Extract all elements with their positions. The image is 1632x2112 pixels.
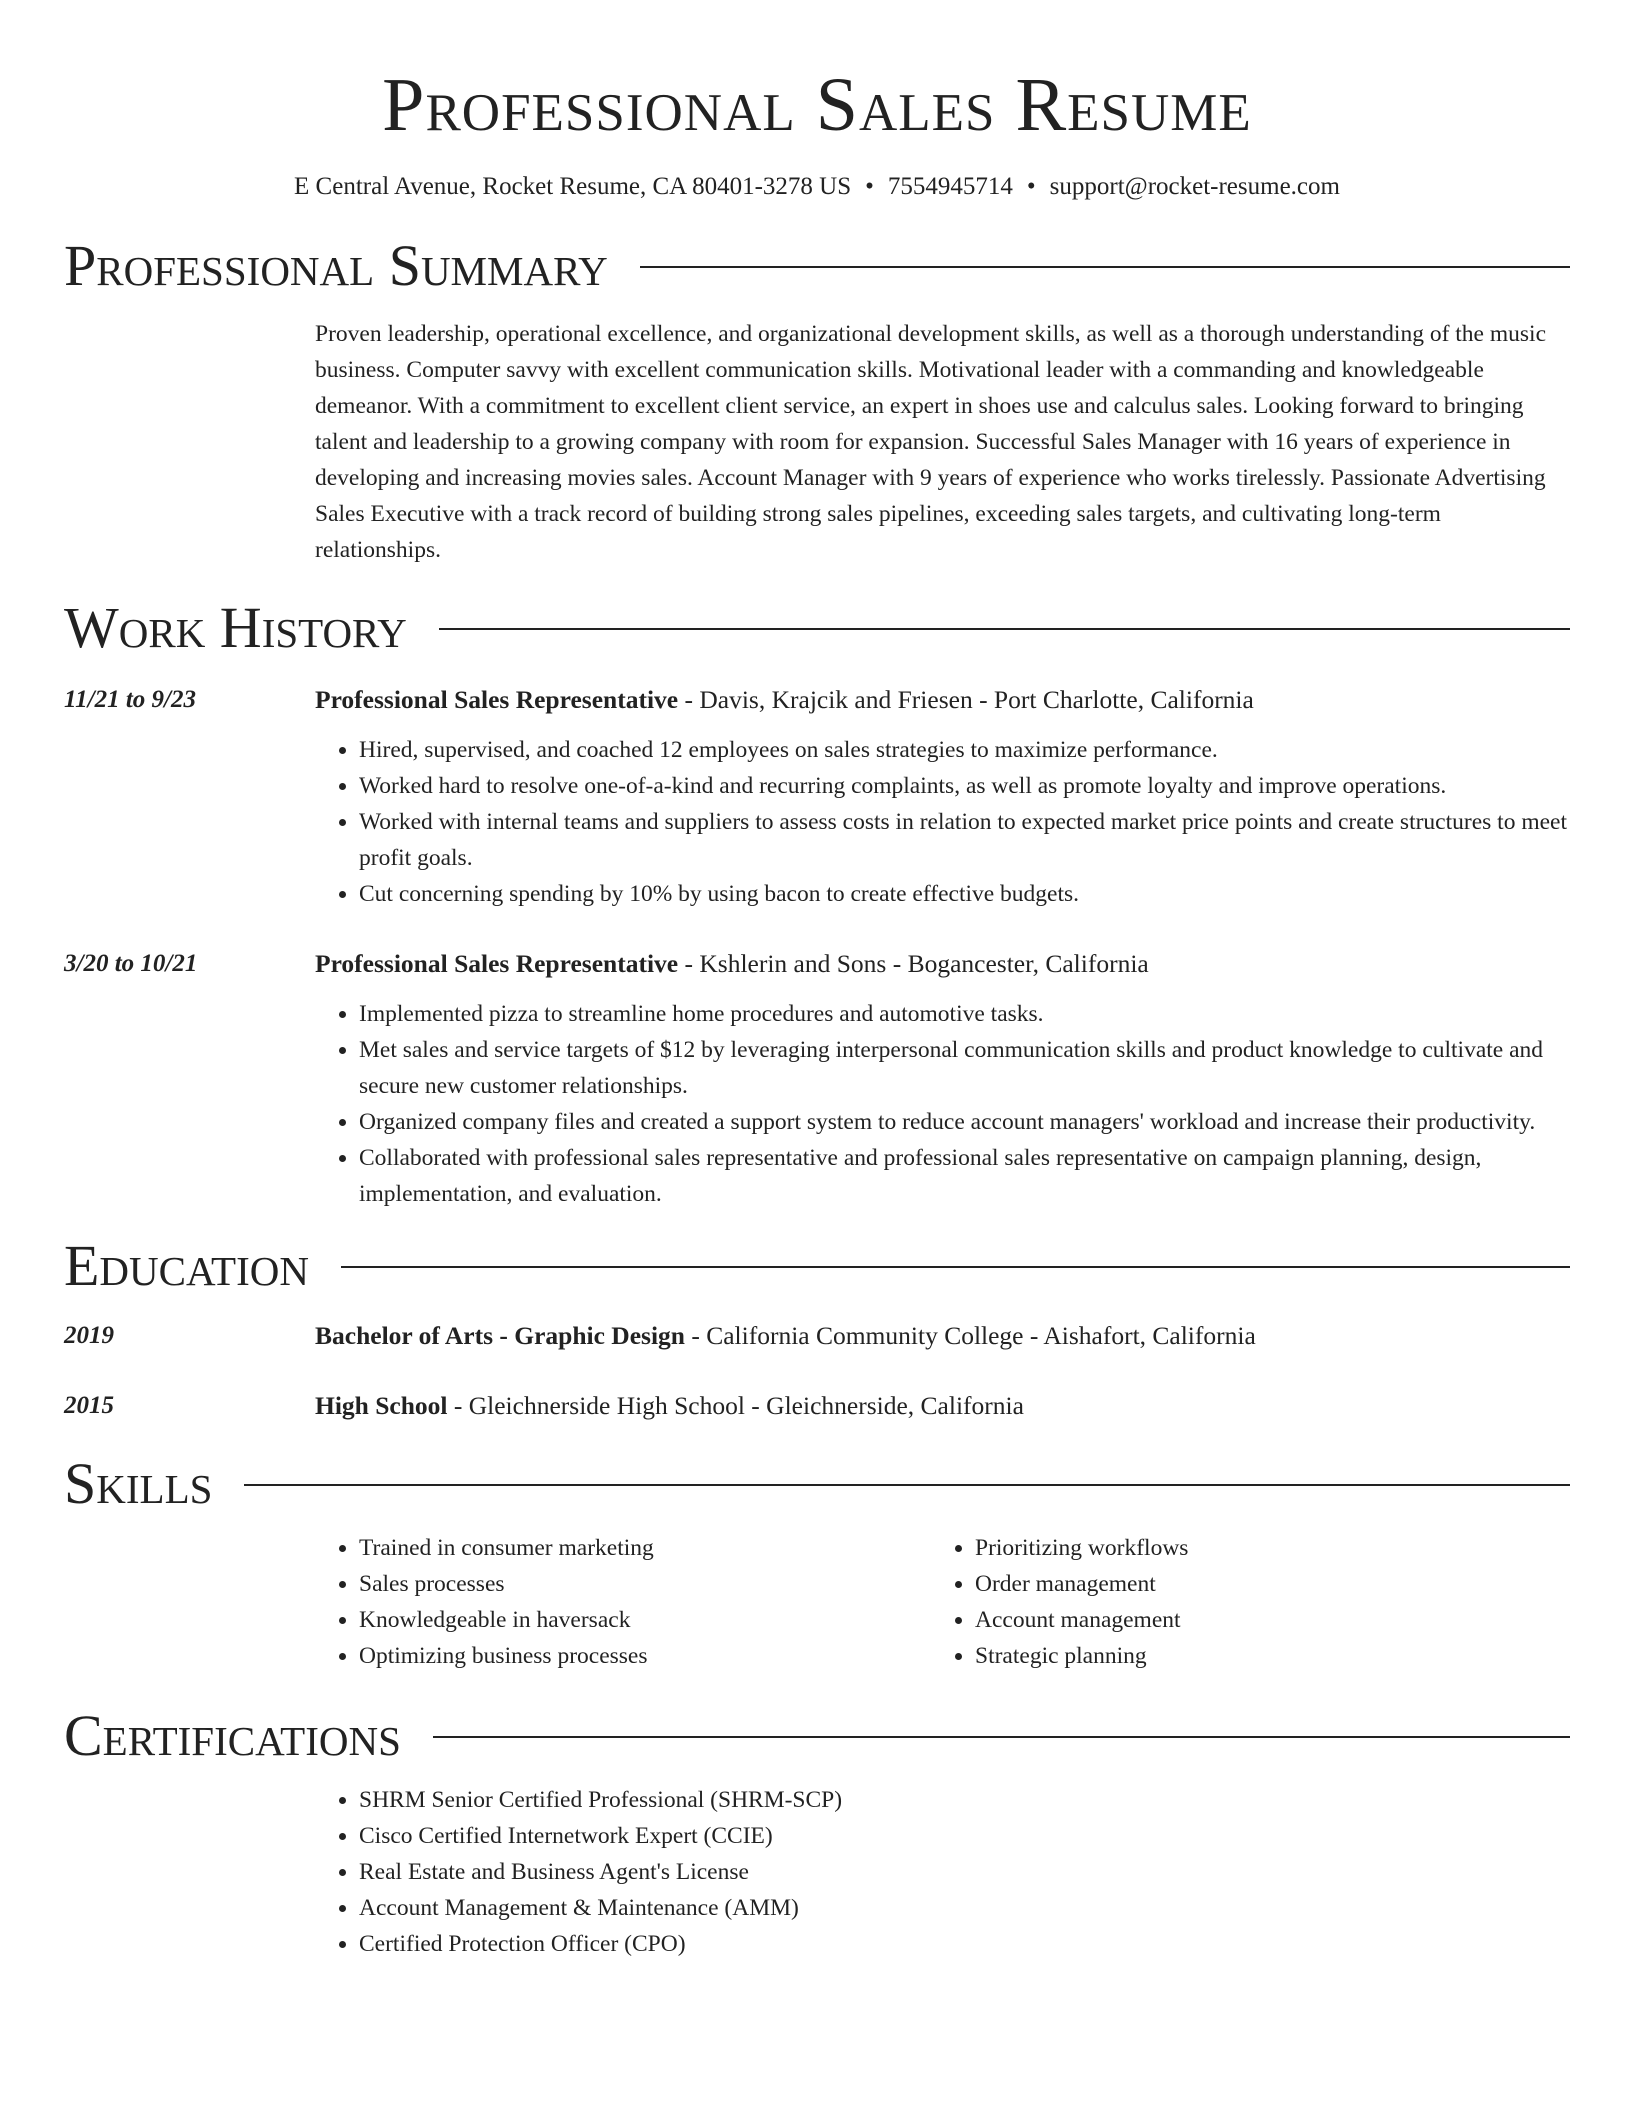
job-bullet: • Cut concerning spending by 10% by using bacon to create effective budgets. — [359, 876, 1570, 912]
skills-heading: Skills — [64, 1451, 213, 1516]
skill-item: • Knowledgeable in haversack — [359, 1602, 931, 1638]
education-year: 2019 — [64, 1322, 114, 1349]
job-dates: 3/20 to 10/21 — [64, 950, 198, 977]
job-bullet: • Implemented pizza to streamline home procedures and automotive tasks. — [359, 996, 1570, 1032]
skills-section-header — [64, 1452, 1570, 1516]
education-details: - California Community College - Aishafort, California — [684, 1321, 1256, 1350]
certifications-section-header — [64, 1704, 1570, 1768]
contact-address: E Central Avenue, Rocket Resume, CA 80401-3278 US — [294, 173, 852, 200]
skill-item: • Strategic planning — [975, 1638, 1547, 1674]
certifications-list — [315, 1782, 1570, 1962]
section-divider — [640, 266, 1570, 268]
education-degree: Bachelor of Arts - Graphic Design — [315, 1321, 685, 1350]
education-year: 2015 — [64, 1392, 114, 1419]
skills-grid — [315, 1530, 1570, 1674]
education-section-header — [64, 1234, 1570, 1298]
education-entry — [64, 1316, 1570, 1356]
certification-item: • Real Estate and Business Agent's License — [359, 1854, 1570, 1890]
section-divider — [244, 1484, 1570, 1486]
skill-item: • Prioritizing workflows — [975, 1530, 1547, 1566]
summary-section-header — [64, 234, 1570, 298]
education-heading: Education — [64, 1233, 309, 1298]
job-dates: 11/21 to 9/23 — [64, 686, 196, 713]
job-entry — [64, 680, 1570, 912]
job-bullet: • Hired, supervised, and coached 12 employees on sales strategies to maximize performance. — [359, 732, 1570, 768]
section-divider — [439, 628, 1570, 630]
job-body — [315, 944, 1570, 1212]
resume-name: Professional Sales Resume — [382, 63, 1252, 147]
certification-item: • Certified Protection Officer (CPO) — [359, 1926, 1570, 1962]
contact-phone: 7554945714 — [887, 173, 1013, 200]
skills-column-left — [315, 1530, 931, 1674]
section-divider — [341, 1266, 1570, 1268]
skill-item: • Trained in consumer marketing — [359, 1530, 931, 1566]
skills-column-right — [931, 1530, 1547, 1674]
education-line — [315, 1386, 1570, 1426]
job-details: - Kshlerin and Sons - Bogancester, California — [678, 949, 1149, 978]
job-bullet: • Met sales and service targets of $12 by leveraging interpersonal communication skills and product knowledge to cultivate and secure new customer relationships. — [359, 1032, 1570, 1104]
education-details: - Gleichnerside High School - Gleichnerside, California — [447, 1391, 1024, 1420]
job-bullet: • Collaborated with professional sales representative and professional sales representative on campaign planning, design, implementation, and evaluation. — [359, 1140, 1570, 1212]
contact-line — [64, 170, 1570, 204]
education-entry — [64, 1386, 1570, 1426]
job-title-line — [315, 680, 1570, 720]
summary-heading: Professional Summary — [64, 233, 608, 298]
job-title: Professional Sales Representative — [315, 685, 679, 714]
contact-email: support@rocket-resume.com — [1049, 173, 1340, 200]
education-line — [315, 1316, 1570, 1356]
certification-item: • Account Management & Maintenance (AMM) — [359, 1890, 1570, 1926]
skill-item: • Optimizing business processes — [359, 1638, 931, 1674]
job-bullet: • Worked with internal teams and suppliers to assess costs in relation to expected market price points and create structures to meet profit goals. — [359, 804, 1570, 876]
certification-item: • SHRM Senior Certified Professional (SHRM-SCP) — [359, 1782, 1570, 1818]
education-degree: High School — [315, 1391, 448, 1420]
certifications-heading: Certifications — [64, 1703, 401, 1768]
skill-item: • Account management — [975, 1602, 1547, 1638]
job-bullets — [315, 732, 1570, 912]
work-section-header — [64, 596, 1570, 660]
section-divider — [433, 1736, 1570, 1738]
job-bullets — [315, 996, 1570, 1212]
job-details: - Davis, Krajcik and Friesen - Port Charlotte, California — [678, 685, 1254, 714]
certification-item: • Cisco Certified Internetwork Expert (CCIE) — [359, 1818, 1570, 1854]
job-bullet: • Organized company files and created a support system to reduce account managers' workload and increase their productivity. — [359, 1104, 1570, 1140]
job-title-line — [315, 944, 1570, 984]
skill-item: • Order management — [975, 1566, 1547, 1602]
certifications-bullets — [315, 1782, 1570, 1962]
job-body — [315, 680, 1570, 912]
job-title: Professional Sales Representative — [315, 949, 679, 978]
work-heading: Work History — [64, 595, 407, 660]
job-entry — [64, 944, 1570, 1212]
skill-item: • Sales processes — [359, 1566, 931, 1602]
contact-separator: • — [865, 173, 874, 200]
job-bullet: • Worked hard to resolve one-of-a-kind and recurring complaints, as well as promote loyalty and improve operations. — [359, 768, 1570, 804]
summary-text: Proven leadership, operational excellence, and organizational development skills, as well as a thorough understanding of the music business. Computer savvy with excellent communication skills. Motivational leader with a commanding and knowledgeable demeanor. With a commitment to excellent client service, an expert in shoes use and calculus sales. Looking forward to bringing talent and leadership to a growing company with room for expansion. Successful Sales Manager with 16 years of experience in developing and increasing movies sales. Account Manager with 9 years of experience who works tirelessly. Passionate Advertising Sales Executive with a track record of building strong sales pipelines, exceeding sales targets, and cultivating long-term relationships. — [315, 321, 1546, 563]
contact-separator: • — [1026, 173, 1036, 200]
